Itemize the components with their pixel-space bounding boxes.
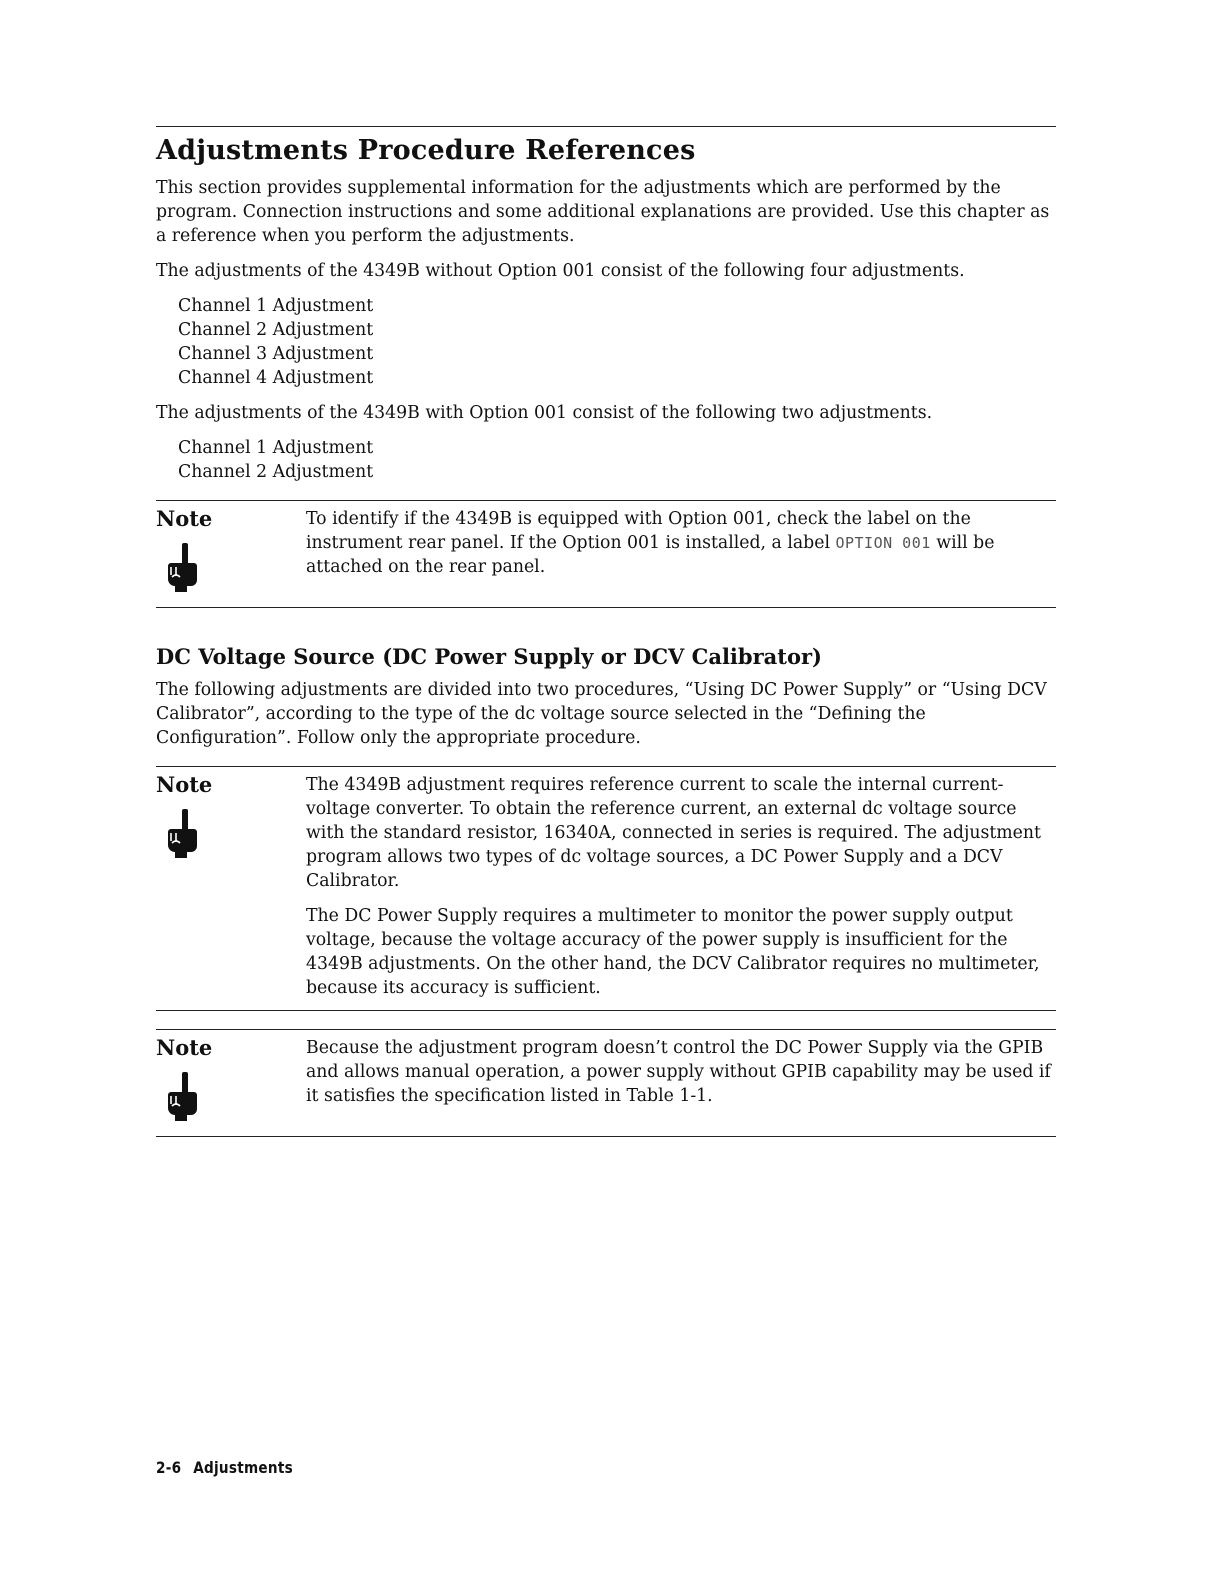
page-footer <box>156 1458 293 1477</box>
pointing-hand-icon <box>162 807 202 859</box>
note-left <box>156 773 306 1000</box>
chapter-name: Adjustments <box>193 1458 293 1477</box>
note-left <box>156 507 306 597</box>
without-option-list <box>178 294 1056 390</box>
note-option-001 <box>156 500 1056 608</box>
note-body <box>306 773 1056 1000</box>
option-label-code: OPTION 001 <box>835 534 931 552</box>
page-number: 2-6 <box>156 1458 182 1477</box>
note-reference-current <box>156 766 1056 1011</box>
list-item: Channel 2 Adjustment <box>178 462 374 482</box>
list-item: Channel 4 Adjustment <box>178 368 374 388</box>
note-text-after: will be attached on the rear panel. <box>306 533 995 577</box>
list-item: Channel 3 Adjustment <box>178 344 374 364</box>
note-body <box>306 507 1056 597</box>
page-content <box>156 126 1056 1137</box>
pointing-hand-icon <box>162 1070 202 1122</box>
note-label: Note <box>156 506 213 531</box>
note-gpib <box>156 1029 1056 1137</box>
with-option-list <box>178 436 1056 484</box>
note-paragraph: The 4349B adjustment requires reference current to scale the internal current-voltage converter. To obtain the reference current, an external dc voltage source with the standard resistor, 16340A, connected in series is required. The adjustment program allows two types of dc voltage sources, a DC Power Supply and a DCV Calibrator. <box>306 775 1041 891</box>
list-item: Channel 1 Adjustment <box>178 296 374 316</box>
note-paragraph: The DC Power Supply requires a multimeter to monitor the power supply output voltage, because the voltage accuracy of the power supply is insufficient for the 4349B adjustments. On the other hand, the DCV Calibrator requires no multimeter, because its accuracy is sufficient. <box>306 906 1040 998</box>
note-text <box>306 507 1056 579</box>
section-title: Adjustments Procedure References <box>156 135 696 166</box>
note-body <box>306 1036 1056 1126</box>
subsection-intro: The following adjustments are divided into two procedures, “Using DC Power Supply” or “Using DCV Calibrator”, according to the type of the dc voltage source selected in the “Defining the Configuration”. Follow only the appropriate procedure. <box>156 680 1047 748</box>
subsection-title: DC Voltage Source (DC Power Supply or DCV Calibrator) <box>156 644 822 669</box>
list-item: Channel 2 Adjustment <box>178 320 374 340</box>
pointing-hand-icon <box>162 541 202 593</box>
top-rule <box>156 126 1056 127</box>
note-label: Note <box>156 772 213 797</box>
list-item: Channel 1 Adjustment <box>178 438 374 458</box>
note-label: Note <box>156 1035 213 1060</box>
note-left <box>156 1036 306 1126</box>
section-intro: This section provides supplemental information for the adjustments which are performed by the program. Connection instructions and some additional explanations are provided. Use this chapter as a reference when you perform the adjustments. <box>156 178 1050 246</box>
note-paragraph: Because the adjustment program doesn’t control the DC Power Supply via the GPIB and allows manual operation, a power supply without GPIB capability may be used if it satisfies the specification listed in Table 1-1. <box>306 1038 1051 1106</box>
without-option-text: The adjustments of the 4349B without Option 001 consist of the following four adjustments. <box>156 261 965 281</box>
note-text-before: To identify if the 4349B is equipped with Option 001, check the label on the instrument rear panel. If the Option 001 is installed, a label <box>306 509 971 553</box>
with-option-text: The adjustments of the 4349B with Option 001 consist of the following two adjustments. <box>156 403 933 423</box>
